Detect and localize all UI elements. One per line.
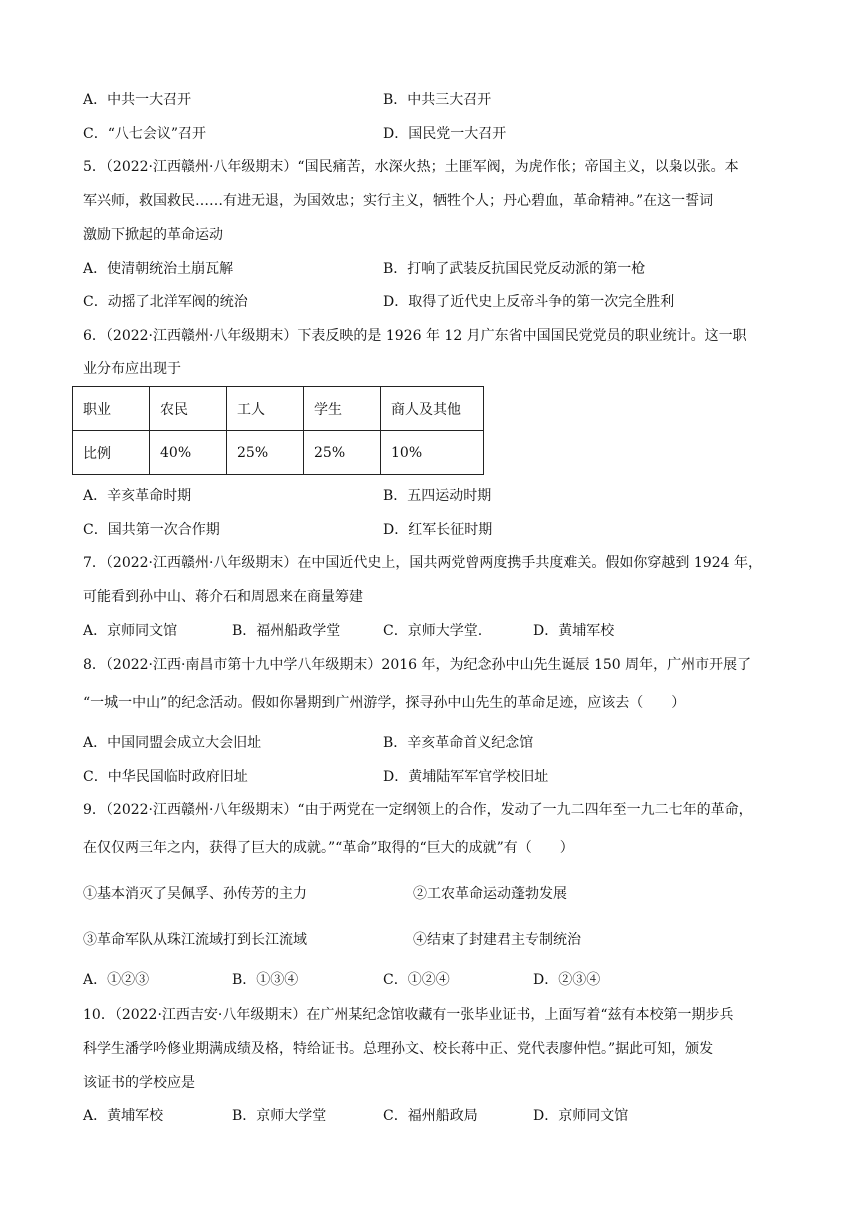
- q6-option-b: B．五四运动时期: [383, 488, 492, 504]
- table-row: [73, 431, 484, 475]
- q8-option-a: A．中国同盟会成立大会旧址: [83, 735, 262, 751]
- q8-option-c: C．中华民国临时政府旧址: [83, 769, 248, 785]
- table-cell: 农民: [150, 387, 227, 431]
- table-cell: 商人及其他: [381, 387, 484, 431]
- q6-stem-line2: 业分布应出现于: [83, 361, 181, 377]
- q9-item-3: ③革命军队从珠江流域打到长江流域: [83, 932, 307, 948]
- q4-option-b: B．中共三大召开: [383, 92, 492, 108]
- table-cell: 比例: [73, 431, 150, 475]
- q5-option-a: A．使清朝统治土崩瓦解: [83, 261, 234, 277]
- q10-option-a: A．黄埔军校: [83, 1108, 164, 1124]
- q8-stem-line1: 8．（2022·江西·南昌市第十九中学八年级期末）2016 年，为纪念孙中山先生诞辰 150 周年，广州市开展了: [83, 657, 752, 673]
- q7-option-a: A．京师同文馆: [83, 623, 178, 639]
- q7-option-c: C．京师大学堂.: [383, 623, 483, 639]
- q10-stem-line3: 该证书的学校应是: [83, 1075, 195, 1091]
- q7-stem-line2: 可能看到孙中山、蒋介石和周恩来在商量筹建: [83, 589, 363, 605]
- q6-option-c: C．国共第一次合作期: [83, 522, 220, 538]
- q9-option-c: C．①②④: [383, 972, 450, 988]
- q6-stem-line1: 6．（2022·江西赣州·八年级期末）下表反映的是 1926 年 12 月广东省中国国民党党员的职业统计。这一职: [83, 328, 747, 344]
- q5-stem-line1: 5．（2022·江西赣州·八年级期末）“国民痛苦，水深火热；土匪军阀，为虎作伥；帝国主义，以枭以张。本: [83, 159, 739, 175]
- occupation-table: [72, 386, 484, 475]
- table-cell: 工人: [227, 387, 304, 431]
- q5-stem-line2: 军兴师，救国救民……有进无退，为国效忠；实行主义，牺牲个人；丹心碧血，革命精神。”在这一誓词: [83, 193, 714, 209]
- q10-option-c: C．福州船政局: [383, 1108, 478, 1124]
- q8-stem-line2: “一城一中山”的纪念活动。假如你暑期到广州游学，探寻孙中山先生的革命足迹，应该去（ ）: [83, 695, 686, 711]
- q9-stem-line2: 在仅仅两三年之内，获得了巨大的成就。”“革命”取得的“巨大的成就”有（ ）: [83, 840, 574, 856]
- q7-option-d: D．黄埔军校: [533, 623, 615, 639]
- q5-option-b: B．打响了武装反抗国民党反动派的第一枪: [383, 261, 646, 277]
- q4-option-a: A．中共一大召开: [83, 92, 192, 108]
- q9-option-a: A．①②③: [83, 972, 150, 988]
- q4-option-d: D．国民党一大召开: [383, 126, 507, 142]
- q5-option-d: D．取得了近代史上反帝斗争的第一次完全胜利: [383, 294, 675, 310]
- q9-option-b: B．①③④: [232, 972, 299, 988]
- table-cell: 40%: [150, 431, 227, 475]
- q7-stem-line1: 7．（2022·江西赣州·八年级期末）在中国近代史上，国共两党曾两度携手共度难关。假如你穿越到 1924 年，: [83, 555, 762, 571]
- table-cell: 10%: [381, 431, 484, 475]
- q6-option-d: D．红军长征时期: [383, 522, 493, 538]
- q6-option-a: A．辛亥革命时期: [83, 488, 192, 504]
- q4-option-c: C．“八七会议”召开: [83, 126, 207, 142]
- q7-option-b: B．福州船政学堂: [232, 623, 341, 639]
- q9-option-d: D．②③④: [533, 972, 601, 988]
- q5-option-c: C．动摇了北洋军阀的统治: [83, 294, 248, 310]
- q10-option-b: B．京师大学堂: [232, 1108, 327, 1124]
- table-header-row: [73, 387, 484, 431]
- q5-stem-line3: 激励下掀起的革命运动: [83, 227, 223, 243]
- table-cell: 职业: [73, 387, 150, 431]
- table-cell: 学生: [304, 387, 381, 431]
- q9-item-4: ④结束了封建君主专制统治: [413, 932, 581, 948]
- table-cell: 25%: [227, 431, 304, 475]
- q8-option-b: B．辛亥革命首义纪念馆: [383, 735, 534, 751]
- q9-stem-line1: 9．（2022·江西赣州·八年级期末）“由于两党在一定纲领上的合作，发动了一九二四年至一九二七年的革命，: [83, 802, 753, 818]
- table-cell: 25%: [304, 431, 381, 475]
- q10-option-d: D．京师同文馆: [533, 1108, 629, 1124]
- q10-stem-line2: 科学生潘学吟修业期满成绩及格，特给证书。总理孙文、校长蒋中正、党代表廖仲恺。”据此可知，颁发: [83, 1041, 714, 1057]
- q9-item-2: ②工农革命运动蓬勃发展: [413, 886, 567, 902]
- q9-item-1: ①基本消灭了吴佩孚、孙传芳的主力: [83, 886, 307, 902]
- q10-stem-line1: 10．（2022·江西吉安·八年级期末）在广州某纪念馆收藏有一张毕业证书，上面写着“兹有本校第一期步兵: [83, 1007, 734, 1023]
- q8-option-d: D．黄埔陆军军官学校旧址: [383, 769, 549, 785]
